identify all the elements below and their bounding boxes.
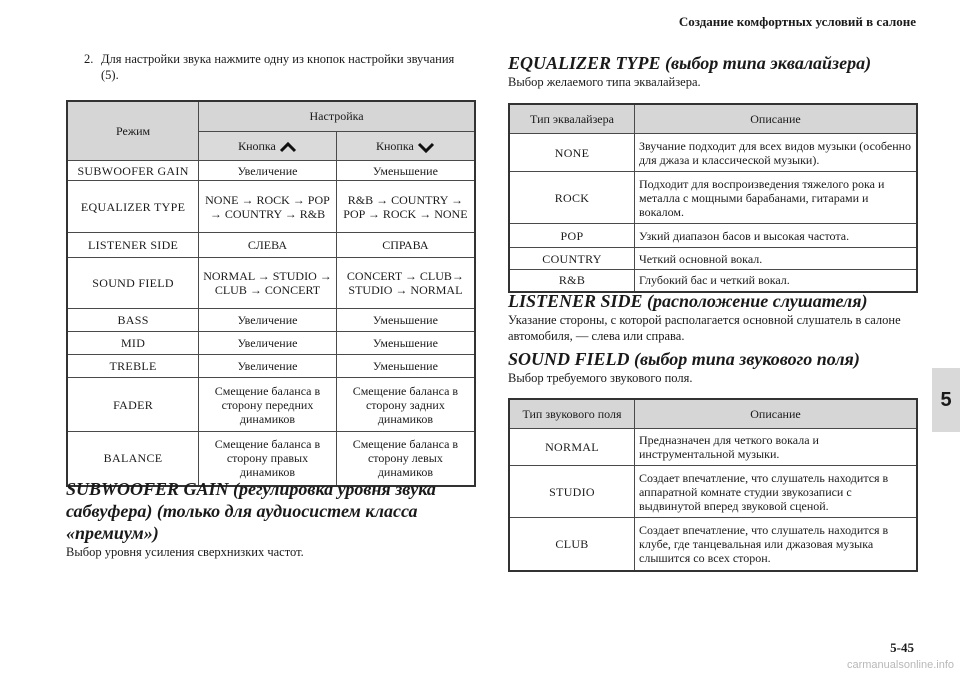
settings-table [66,100,476,487]
chevron-up-icon [279,142,297,153]
table-row [509,248,917,270]
table-row [67,355,475,378]
table-row [67,332,475,355]
type-cell: NORMAL [509,429,635,466]
table-row [509,429,917,466]
column-header-description: Описание [635,399,918,429]
description-cell: Четкий основной вокал. [635,248,918,270]
soundfield-table [508,398,918,572]
soundfield-section [508,348,918,386]
type-cell: COUNTRY [509,248,635,270]
table-row [509,466,917,518]
up-action-cell: NORMAL → STUDIO → CLUB → CONCERT [199,258,337,309]
mode-cell: BALANCE [67,432,199,486]
step-text: Для настройки звука нажмите одну из кнопок настройки звучания (5). [101,52,455,82]
table-row [509,518,917,571]
table-row [509,224,917,248]
equalizer-section [508,52,918,90]
column-header-type: Тип звукового поля [509,399,635,429]
section-description: Выбор требуемого звукового поля. [508,371,693,385]
up-action-cell: СЛЕВА [199,233,337,258]
type-cell: R&B [509,270,635,292]
mode-cell: FADER [67,378,199,432]
type-cell: CLUB [509,518,635,571]
mode-cell: SUBWOOFER GAIN [67,161,199,181]
description-cell: Звучание подходит для всех видов музыки (особенно для джаза и классической музыки). [635,134,918,172]
description-cell: Подходит для воспроизведения тяжелого рока и металла с мощными барабанами, гитарами и вокалом. [635,172,918,224]
down-button-label: Кнопка [375,138,414,153]
up-action-cell: Увеличение [199,332,337,355]
down-action-cell: Смещение баланса в сторону левых динамиков [336,432,475,486]
up-action-cell: Увеличение [199,161,337,181]
column-header-setting: Настройка [199,101,475,131]
running-header: Создание комфортных условий в салоне [678,14,916,29]
instruction-step [84,51,464,83]
up-action-cell: Смещение баланса в сторону передних динамиков [199,378,337,432]
down-action-cell: R&B → COUNTRY → POP → ROCK → NONE [336,181,475,233]
up-action-cell: Увеличение [199,355,337,378]
type-cell: STUDIO [509,466,635,518]
down-action-cell: Уменьшение [336,332,475,355]
description-cell: Создает впечатление, что слушатель находится в клубе, где танцевальная или джазовая музыка слышится со всех сторон. [635,518,918,571]
type-cell: NONE [509,134,635,172]
chevron-down-icon [417,142,435,153]
up-button-label: Кнопка [238,138,276,153]
down-action-cell: Смещение баланса в сторону задних динамиков [336,378,475,432]
column-header-mode: Режим [67,101,199,161]
down-action-cell: Уменьшение [336,161,475,181]
description-cell: Узкий диапазон басов и высокая частота. [635,224,918,248]
table-row [67,378,475,432]
down-action-cell: СПРАВА [336,233,475,258]
table-row [509,134,917,172]
equalizer-table [508,103,918,293]
table-row [67,181,475,233]
section-title: SOUND FIELD (выбор типа звукового поля) [508,349,860,369]
section-description: Указание стороны, с которой располагается основной слушатель в салоне автомобиля, — слева или справа. [508,313,901,343]
table-row [67,161,475,181]
watermark: carmanualsonline.info [846,659,954,671]
table-row [67,258,475,309]
type-cell: ROCK [509,172,635,224]
table-row [509,172,917,224]
column-header-up-button [199,131,337,161]
up-action-cell: Смещение баланса в сторону правых динамиков [199,432,337,486]
up-action-cell: Увеличение [199,309,337,332]
section-title: LISTENER SIDE (расположение слушателя) [508,291,868,311]
section-description: Выбор уровня усиления сверхнизких частот. [66,545,304,559]
subwoofer-section [66,478,476,560]
type-cell: POP [509,224,635,248]
mode-cell: MID [67,332,199,355]
table-row [67,309,475,332]
description-cell: Глубокий бас и четкий вокал. [635,270,918,292]
mode-cell: EQUALIZER TYPE [67,181,199,233]
chapter-tab: 5 [932,368,960,432]
description-cell: Предназначен для четкого вокала и инструментальной музыки. [635,429,918,466]
page-number: 5-45 [890,640,914,655]
down-action-cell: Уменьшение [336,309,475,332]
column-header-type: Тип эквалайзера [509,104,635,134]
mode-cell: TREBLE [67,355,199,378]
down-action-cell: Уменьшение [336,355,475,378]
mode-cell: LISTENER SIDE [67,233,199,258]
down-action-cell: CONCERT → CLUB→ STUDIO → NORMAL [336,258,475,309]
section-title: EQUALIZER TYPE (выбор типа эквалайзера) [508,53,872,73]
mode-cell: BASS [67,309,199,332]
table-row [67,233,475,258]
step-number: 2. [84,52,94,66]
mode-cell: SOUND FIELD [67,258,199,309]
column-header-description: Описание [635,104,918,134]
column-header-down-button [336,131,475,161]
section-title: SUBWOOFER GAIN (регулировка уровня звука сабвуфера) (только для аудиосистем класса «премиум») [66,479,436,543]
section-description: Выбор желаемого типа эквалайзера. [508,75,701,89]
listener-section [508,290,918,344]
up-action-cell: NONE → ROCK → POP → COUNTRY → R&B [199,181,337,233]
description-cell: Создает впечатление, что слушатель находится в аппаратной комнате студии звукозаписи с выдвинутой вперед звуковой сценой. [635,466,918,518]
table-row [509,270,917,292]
